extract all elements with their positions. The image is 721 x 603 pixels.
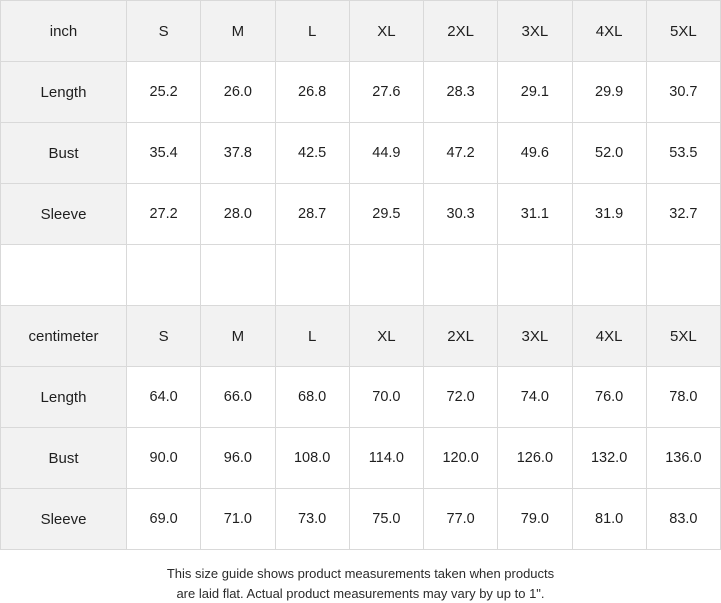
- cell-sleeve-5xl-cm: 83.0: [646, 489, 720, 550]
- table-row: [1, 428, 721, 489]
- cell-length-2xl-cm: 72.0: [424, 367, 498, 428]
- footnote-line-1: This size guide shows product measurements taken when products: [60, 564, 661, 584]
- row-label-sleeve-inch: Sleeve: [1, 184, 127, 245]
- cell-bust-5xl-inch: 53.5: [646, 123, 720, 184]
- cell-bust-m-inch: 37.8: [201, 123, 275, 184]
- cell-length-4xl-cm: 76.0: [572, 367, 646, 428]
- table-row: [1, 184, 721, 245]
- cell-length-3xl-cm: 74.0: [498, 367, 572, 428]
- spacer-cell: [275, 245, 349, 306]
- column-header-s-cm: S: [127, 306, 201, 367]
- cell-sleeve-m-cm: 71.0: [201, 489, 275, 550]
- table-header-row-inch: [1, 1, 721, 62]
- column-header-2xl-cm: 2XL: [424, 306, 498, 367]
- column-header-5xl-cm: 5XL: [646, 306, 720, 367]
- column-header-s: S: [127, 1, 201, 62]
- cell-sleeve-xl-inch: 29.5: [349, 184, 423, 245]
- column-header-l-cm: L: [275, 306, 349, 367]
- table-row: [1, 489, 721, 550]
- cell-sleeve-4xl-inch: 31.9: [572, 184, 646, 245]
- cell-length-m-inch: 26.0: [201, 62, 275, 123]
- cell-bust-4xl-inch: 52.0: [572, 123, 646, 184]
- cell-length-s-cm: 64.0: [127, 367, 201, 428]
- column-header-m: M: [201, 1, 275, 62]
- row-label-bust-cm: Bust: [1, 428, 127, 489]
- cell-length-xl-inch: 27.6: [349, 62, 423, 123]
- cell-sleeve-xl-cm: 75.0: [349, 489, 423, 550]
- cell-sleeve-s-cm: 69.0: [127, 489, 201, 550]
- spacer-cell: [424, 245, 498, 306]
- cell-bust-3xl-cm: 126.0: [498, 428, 572, 489]
- cell-bust-l-inch: 42.5: [275, 123, 349, 184]
- unit-label-centimeter: centimeter: [1, 306, 127, 367]
- cell-bust-5xl-cm: 136.0: [646, 428, 720, 489]
- cell-bust-2xl-cm: 120.0: [424, 428, 498, 489]
- table-header-row-centimeter: [1, 306, 721, 367]
- footnote-line-2: are laid flat. Actual product measurements may vary by up to 1".: [60, 584, 661, 603]
- column-header-m-cm: M: [201, 306, 275, 367]
- table-row: [1, 367, 721, 428]
- cell-bust-4xl-cm: 132.0: [572, 428, 646, 489]
- cell-length-xl-cm: 70.0: [349, 367, 423, 428]
- cell-sleeve-4xl-cm: 81.0: [572, 489, 646, 550]
- cell-sleeve-5xl-inch: 32.7: [646, 184, 720, 245]
- column-header-4xl-cm: 4XL: [572, 306, 646, 367]
- column-header-l: L: [275, 1, 349, 62]
- cell-sleeve-l-inch: 28.7: [275, 184, 349, 245]
- column-header-4xl: 4XL: [572, 1, 646, 62]
- cell-bust-s-inch: 35.4: [127, 123, 201, 184]
- cell-length-l-cm: 68.0: [275, 367, 349, 428]
- spacer-cell: [201, 245, 275, 306]
- cell-bust-l-cm: 108.0: [275, 428, 349, 489]
- cell-length-m-cm: 66.0: [201, 367, 275, 428]
- cell-bust-2xl-inch: 47.2: [424, 123, 498, 184]
- cell-length-5xl-inch: 30.7: [646, 62, 720, 123]
- spacer-cell: [498, 245, 572, 306]
- cell-length-3xl-inch: 29.1: [498, 62, 572, 123]
- unit-label-inch: inch: [1, 1, 127, 62]
- cell-bust-xl-inch: 44.9: [349, 123, 423, 184]
- spacer-cell: [646, 245, 720, 306]
- row-label-length-inch: Length: [1, 62, 127, 123]
- cell-length-4xl-inch: 29.9: [572, 62, 646, 123]
- column-header-3xl: 3XL: [498, 1, 572, 62]
- cell-bust-xl-cm: 114.0: [349, 428, 423, 489]
- column-header-3xl-cm: 3XL: [498, 306, 572, 367]
- spacer-cell: [127, 245, 201, 306]
- cell-bust-3xl-inch: 49.6: [498, 123, 572, 184]
- cell-sleeve-m-inch: 28.0: [201, 184, 275, 245]
- cell-length-5xl-cm: 78.0: [646, 367, 720, 428]
- column-header-2xl: 2XL: [424, 1, 498, 62]
- column-header-xl: XL: [349, 1, 423, 62]
- cell-length-l-inch: 26.8: [275, 62, 349, 123]
- size-guide-footnote: [0, 564, 721, 603]
- table-row: [1, 62, 721, 123]
- row-label-sleeve-cm: Sleeve: [1, 489, 127, 550]
- spacer-cell: [1, 245, 127, 306]
- row-label-length-cm: Length: [1, 367, 127, 428]
- cell-sleeve-3xl-inch: 31.1: [498, 184, 572, 245]
- cell-sleeve-2xl-inch: 30.3: [424, 184, 498, 245]
- column-header-5xl: 5XL: [646, 1, 720, 62]
- cell-length-2xl-inch: 28.3: [424, 62, 498, 123]
- table-spacer-row: [1, 245, 721, 306]
- cell-bust-m-cm: 96.0: [201, 428, 275, 489]
- cell-bust-s-cm: 90.0: [127, 428, 201, 489]
- spacer-cell: [349, 245, 423, 306]
- spacer-cell: [572, 245, 646, 306]
- cell-length-s-inch: 25.2: [127, 62, 201, 123]
- column-header-xl-cm: XL: [349, 306, 423, 367]
- table-row: [1, 123, 721, 184]
- row-label-bust-inch: Bust: [1, 123, 127, 184]
- cell-sleeve-3xl-cm: 79.0: [498, 489, 572, 550]
- cell-sleeve-s-inch: 27.2: [127, 184, 201, 245]
- cell-sleeve-2xl-cm: 77.0: [424, 489, 498, 550]
- cell-sleeve-l-cm: 73.0: [275, 489, 349, 550]
